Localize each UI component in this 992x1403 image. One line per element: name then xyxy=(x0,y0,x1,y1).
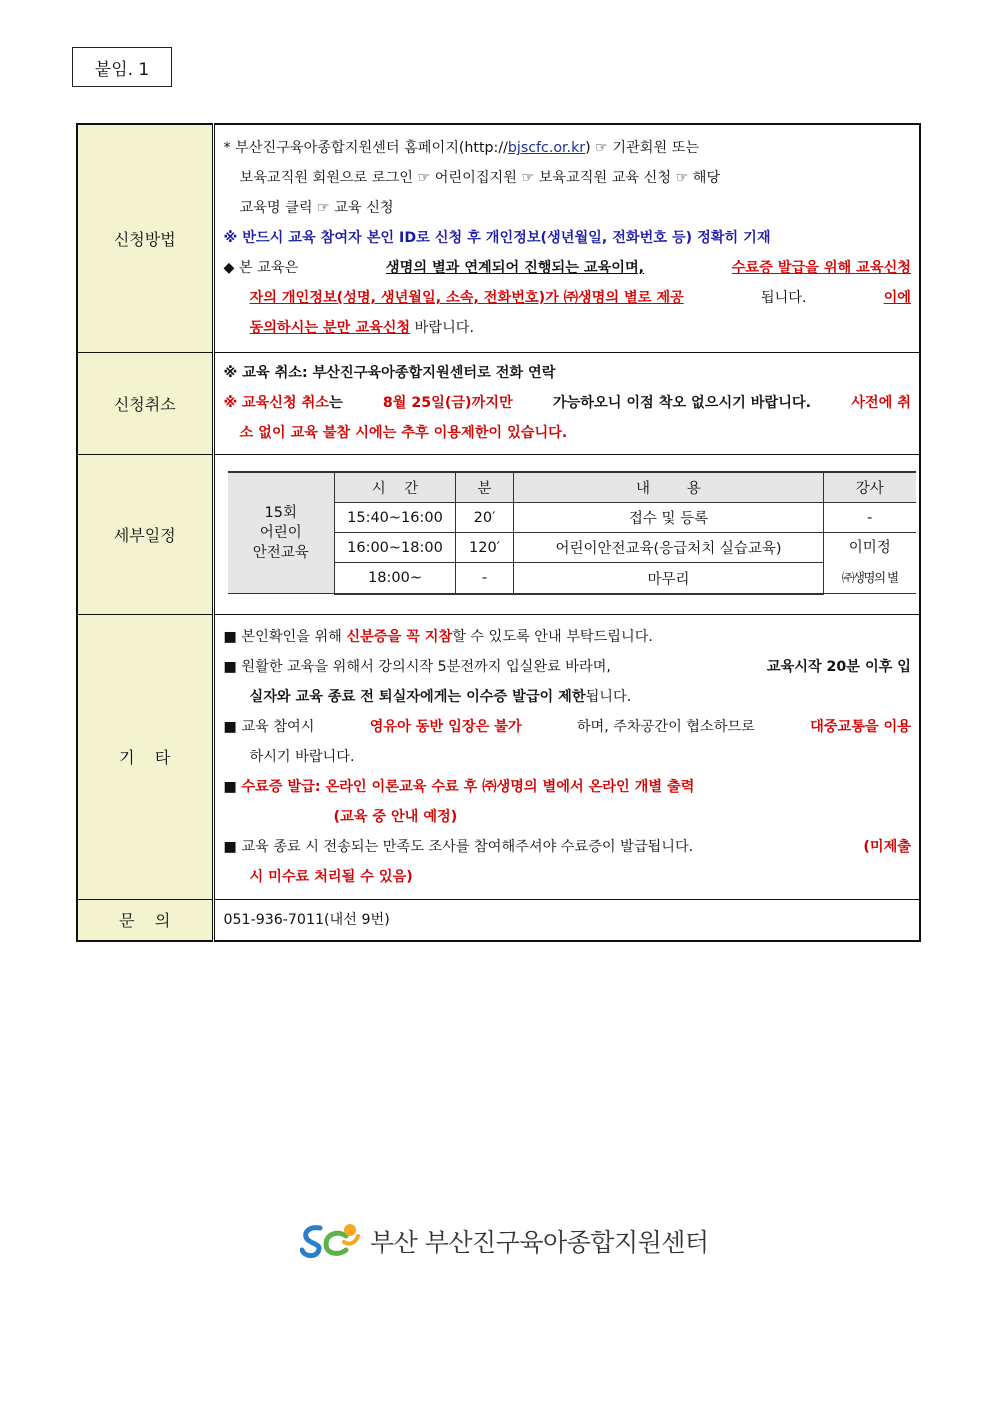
row-schedule xyxy=(77,454,920,614)
apply-bullet: ◆ 본 교육은 xyxy=(223,260,299,277)
content-inquiry: 051-936-7011(내선 9번) xyxy=(213,899,920,941)
apply-text: * 부산진구육아종합지원센터 홈페이지(http:// xyxy=(223,140,508,157)
label-schedule: 세부일정 xyxy=(77,454,213,614)
etc-line-2 xyxy=(224,652,912,682)
session-line: 어린이 xyxy=(259,525,302,542)
attachment-label: 붙임. 1 xyxy=(72,47,172,87)
apply-text: 됩니다. xyxy=(760,290,807,307)
schedule-content: 마무리 xyxy=(514,563,824,594)
schedule-min: 120′ xyxy=(456,533,514,563)
cancel-text: 가능하오니 이점 착오 없으시기 바랍니다. xyxy=(552,395,812,411)
schedule-min: 20′ xyxy=(456,503,514,533)
schedule-time: 18:00~ xyxy=(335,563,456,594)
session-title xyxy=(228,472,335,594)
etc-bold: 실자와 교육 종료 전 퇴실자에게는 이수증 발급이 제한 xyxy=(249,688,586,705)
etc-red: 대중교통을 이용 xyxy=(810,718,911,735)
label-etc-text: 기 타 xyxy=(119,748,171,767)
row-inquiry xyxy=(77,899,920,941)
apply-line-2: 보육교직원 회원으로 로그인 ☞ 어린이집지원 ☞ 보육교직원 교육 신청 ☞ 해당 xyxy=(239,170,721,187)
cancel-mark: ※ xyxy=(223,395,238,411)
etc-line-7: (교육 중 안내 예정) xyxy=(333,808,458,825)
header-content: 내 용 xyxy=(514,472,824,503)
apply-line-3: 교육명 클릭 ☞ 교육 신청 xyxy=(239,200,394,217)
etc-text: 하며, 주차공간이 협소하므로 xyxy=(576,718,755,735)
schedule-lecturer: - xyxy=(824,503,916,533)
etc-text: ■ 원활한 교육을 위해서 강의시작 5분전까지 입실완료 바라며, xyxy=(223,658,611,675)
cancel-line-2 xyxy=(224,388,912,418)
etc-line-6 xyxy=(224,772,912,802)
apply-bold: 생명의 별과 연계되어 진행되는 교육이며, xyxy=(385,260,645,277)
label-cancel: 신청취소 xyxy=(77,352,213,454)
content-apply xyxy=(213,124,920,352)
schedule-content: 접수 및 등록 xyxy=(514,503,824,533)
etc-text: ■ 교육 참여시 xyxy=(223,718,315,735)
schedule-time: 16:00~18:00 xyxy=(335,533,456,563)
cancel-red: 사전에 취 xyxy=(851,395,911,411)
cancel-red: 교육신청 취소 xyxy=(241,395,329,411)
apply-line-5 xyxy=(224,253,912,283)
row-etc xyxy=(77,614,920,899)
etc-text: ■ 본인확인을 위해 xyxy=(223,628,342,645)
etc-text: ■ 교육 종료 시 전송되는 만족도 조사를 참여해주셔야 수료증이 발급됩니다. xyxy=(223,838,694,855)
lecturer-name: 이미정 xyxy=(848,540,891,557)
label-etc xyxy=(77,614,213,899)
etc-line-8 xyxy=(224,832,912,862)
cancel-line-1: ※ 교육 취소: 부산진구육아종합지원센터로 전화 연락 xyxy=(223,365,556,381)
apply-text: ) ☞ 기관회원 또는 xyxy=(585,140,700,157)
session-line: 안전교육 xyxy=(252,545,309,562)
apply-red: 자의 개인정보(성명, 생년월일, 소속, 전화번호)가 ㈜생명의 별로 제공 xyxy=(249,290,684,307)
row-cancel xyxy=(77,352,920,454)
etc-line-1 xyxy=(224,622,912,652)
etc-line-4 xyxy=(224,712,912,742)
schedule-lecturer xyxy=(824,533,916,594)
etc-line-3 xyxy=(224,682,912,712)
footer-text: 부산 부산진구육아종합지원센터 xyxy=(370,1228,709,1257)
etc-red: 영유아 동반 입장은 불가 xyxy=(369,718,522,735)
content-cancel xyxy=(213,352,920,454)
content-etc xyxy=(213,614,920,899)
header-time: 시 간 xyxy=(335,472,456,503)
etc-red: 신분증을 꼭 지참 xyxy=(346,628,453,645)
schedule-min: - xyxy=(456,563,514,594)
header-min: 분 xyxy=(456,472,514,503)
schedule-time: 15:40~16:00 xyxy=(335,503,456,533)
etc-text: 할 수 있도록 안내 부탁드립니다. xyxy=(452,628,653,645)
content-schedule xyxy=(213,454,920,614)
cancel-text: 는 xyxy=(328,395,343,411)
label-apply: 신청방법 xyxy=(77,124,213,352)
schedule-header-row xyxy=(228,472,916,503)
footer-logo xyxy=(300,1220,709,1262)
etc-mark: ■ xyxy=(223,778,237,795)
cancel-line-3: 소 없이 교육 불참 시에는 추후 이용제한이 있습니다. xyxy=(239,425,568,441)
label-inquiry: 문 의 xyxy=(77,899,213,941)
schedule-content: 어린이안전교육(응급처치 실습교육) xyxy=(514,533,824,563)
etc-red: (미제출 xyxy=(863,838,911,855)
apply-line-6 xyxy=(224,283,912,313)
info-table xyxy=(76,123,921,942)
apply-notice: ※ 반드시 교육 참여자 본인 ID로 신청 후 개인정보(생년월일, 전화번호 등) 정확히 기재 xyxy=(223,230,771,247)
etc-bold: 교육시작 20분 이후 입 xyxy=(766,658,911,675)
sc-logo-icon xyxy=(300,1220,362,1262)
apply-red: 동의하시는 분만 교육신청 xyxy=(249,320,411,337)
etc-red: 수료증 발급: 온라인 이론교육 수료 후 ㈜생명의 별에서 온라인 개별 출력 xyxy=(241,778,695,795)
lecturer-org: ㈜생명의 별 xyxy=(841,570,898,586)
etc-text: 됩니다. xyxy=(585,688,632,705)
cancel-red: 8월 25일(금)까지만 xyxy=(382,395,513,411)
row-apply xyxy=(77,124,920,352)
apply-line-7 xyxy=(224,313,912,343)
apply-red: 수료증 발급을 위해 교육신청 xyxy=(731,260,911,277)
etc-line-9: 시 미수료 처리될 수 있음) xyxy=(249,868,413,885)
header-lecturer: 강사 xyxy=(824,472,916,503)
apply-red: 이에 xyxy=(883,290,911,307)
apply-text: 바랍니다. xyxy=(414,320,474,337)
session-line: 15회 xyxy=(264,505,297,522)
etc-line-5: 하시기 바랍니다. xyxy=(249,748,355,765)
homepage-link[interactable]: bjscfc.or.kr xyxy=(507,140,586,157)
apply-line-1 xyxy=(224,133,912,163)
schedule-table xyxy=(228,471,916,595)
